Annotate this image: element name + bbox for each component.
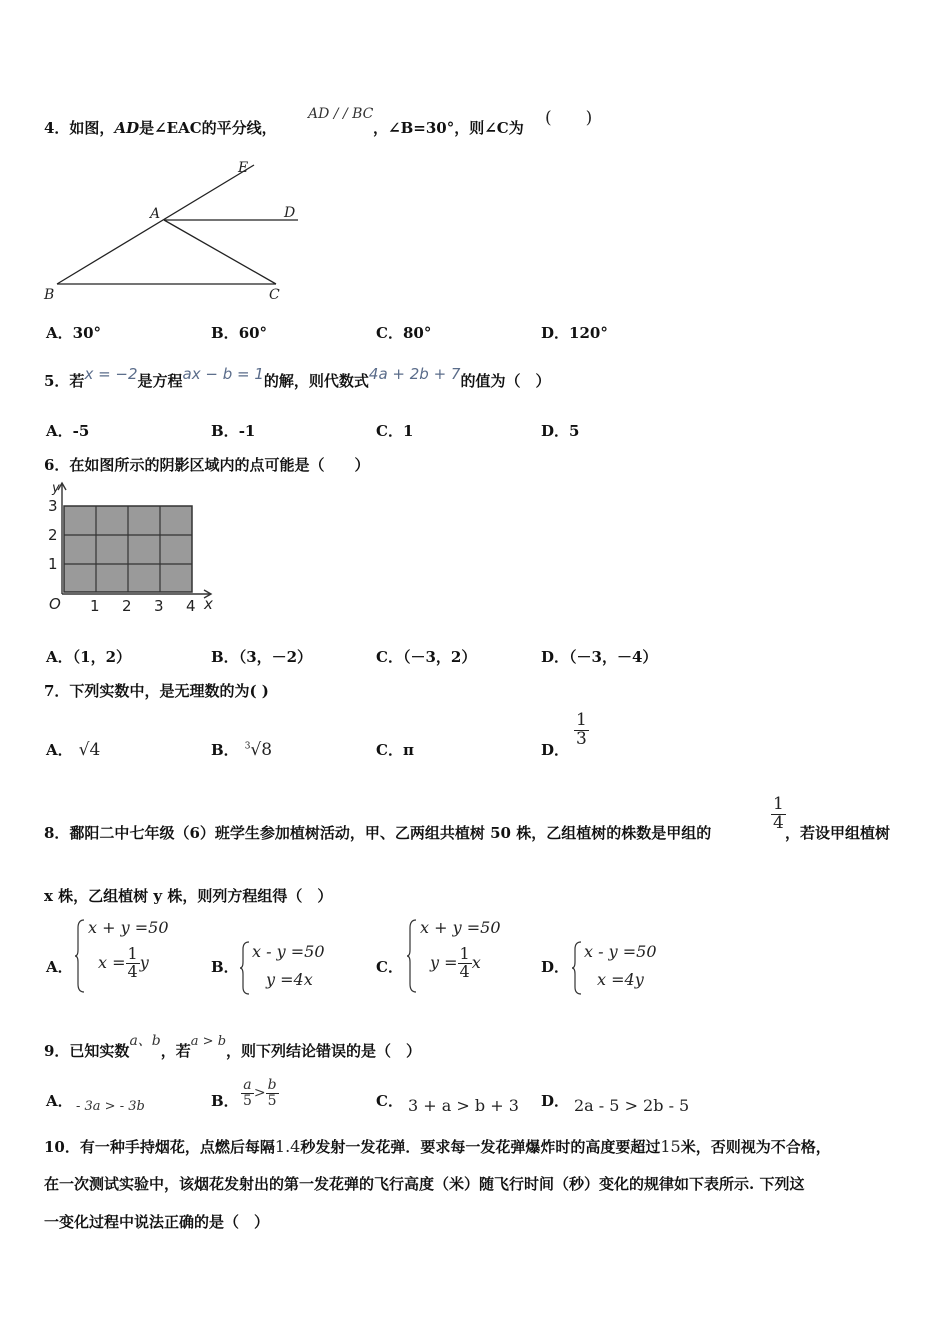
label-A: A (150, 206, 161, 222)
q4-stem-tail: ，∠B=30°，则∠C为 (373, 119, 524, 137)
q8-a-eq2: x = $\frac{1}{4}$ y (98, 944, 149, 981)
q8-b-eq2: y =4x (266, 970, 313, 989)
brace-a (74, 918, 86, 994)
cube-root-8-expr: $^3$√8 (244, 740, 273, 760)
q8-stem-line1: 8．鄱阳二中七年级（6）班学生参加植树活动，甲、乙两组共植树 50 株，乙组植树的株数是甲组的 (44, 824, 712, 842)
label-C: C (269, 287, 280, 303)
q4-option-b[interactable]: B．60° (211, 324, 268, 342)
q9-b-expr: $\frac{a}{5}$ > $\frac{b}{5}$ (243, 1077, 277, 1109)
q9-d-expr: 2a - 5 > 2b - 5 (574, 1096, 690, 1115)
q9-condition: a > b (190, 1034, 227, 1049)
q8-a-eq1: x + y =50 (88, 918, 169, 937)
x-tick-4: 4 (186, 597, 196, 615)
q4-option-d[interactable]: D．120° (541, 324, 608, 342)
q4-triangle-figure (40, 155, 310, 305)
q8-b-eq1: x - y =50 (252, 942, 325, 961)
q8-option-a[interactable]: A． (46, 958, 73, 976)
q4-parallel-expr: AD / / BC (308, 106, 374, 122)
q5-option-a[interactable]: A．-5 (46, 422, 90, 440)
q8-option-d[interactable]: D． (541, 958, 570, 976)
q8-c-eq1: x + y =50 (420, 918, 501, 937)
q8-stem-line2: x 株，乙组植树 y 株，则列方程组得（ ） (44, 887, 333, 905)
q9-a-expr: - 3a > - 3b (76, 1099, 145, 1114)
q7-option-b[interactable]: B． $^3$√8 (211, 740, 273, 760)
origin-label: O (49, 595, 61, 613)
q8-option-b[interactable]: B． (211, 958, 239, 976)
line-AC (164, 220, 276, 284)
q10-line1: 10．有一种手持烟花，点燃后每隔1.4秒发射一发花弹．要求每一发花弹爆炸时的高度要超过15米，否则视为不合格， (44, 1137, 831, 1156)
q9-vars: a、b (129, 1033, 161, 1049)
q9-stem: 9．已知实数a、b，若a > b，则下列结论错误的是（ ） (44, 1033, 422, 1060)
q6-option-c[interactable]: C．（－3，2） (376, 648, 477, 666)
x-axis-label: x (204, 595, 213, 613)
y-tick-2: 2 (48, 526, 58, 544)
sqrt-4-expr: √4 (78, 740, 101, 760)
q4-option-a[interactable]: A．30° (46, 324, 102, 342)
brace-c (406, 918, 418, 994)
line-BE (57, 165, 254, 284)
q5-eq-equation: ax − b = 1 (182, 365, 264, 383)
brace-b (239, 940, 251, 996)
q8-fraction-quarter: $\frac{1}{4}$ (773, 794, 784, 833)
q8-option-c[interactable]: C． (376, 958, 403, 976)
q7-option-a[interactable]: A． √4 (46, 740, 101, 760)
q5-stem: 5．若x = −2是方程ax − b = 1的解，则代数式4a + 2b + 7的值为（ ） (44, 365, 551, 390)
brace-d (571, 940, 583, 996)
q9-option-b[interactable]: B． (211, 1092, 239, 1110)
fraction-one-third: $\frac{1}{3}$ (576, 710, 587, 749)
x-tick-1: 1 (90, 597, 100, 615)
q5-option-b[interactable]: B．-1 (211, 422, 256, 440)
q10-height: 15 (660, 1137, 681, 1156)
y-tick-1: 1 (48, 555, 58, 573)
x-tick-3: 3 (154, 597, 164, 615)
label-D: D (284, 205, 296, 221)
q6-grid-figure (42, 478, 222, 618)
q8-stem-line1-tail: ，若设甲组植树 (785, 824, 891, 842)
q7-stem: 7．下列实数中，是无理数的为( ) (44, 682, 269, 700)
q6-option-b[interactable]: B．（3，－2） (211, 648, 313, 666)
label-E: E (238, 160, 249, 176)
q5-eq-expression: 4a + 2b + 7 (368, 365, 461, 383)
label-B: B (44, 287, 55, 303)
q10-line2: 在一次测试实验中，该烟花发射出的第一发花弹的飞行高度（米）随飞行时间（秒）变化的规律如下表所示. 下列这 (44, 1175, 805, 1193)
q8-c-eq2: y = $\frac{1}{4}$ x (430, 944, 481, 981)
q9-option-a[interactable]: A． (46, 1092, 73, 1110)
q7-option-c[interactable]: C．π (376, 741, 414, 759)
q4-answer-paren: ( ) (545, 108, 593, 128)
q8-d-eq1: x - y =50 (584, 942, 657, 961)
q6-option-a[interactable]: A．（1，2） (46, 648, 132, 666)
x-tick-2: 2 (122, 597, 132, 615)
q4-stem: 4．如图，AD是∠EAC的平分线， (44, 119, 277, 137)
q6-stem: 6．在如图所示的阴影区域内的点可能是（ ） (44, 456, 370, 474)
q9-option-d[interactable]: D． (541, 1092, 570, 1110)
q10-line3: 一变化过程中说法正确的是（ ） (44, 1213, 270, 1231)
q9-c-expr: 3 + a > b + 3 (408, 1096, 519, 1115)
y-tick-3: 3 (48, 497, 58, 515)
q5-option-d[interactable]: D．5 (541, 422, 580, 440)
q9-option-c[interactable]: C． (376, 1092, 403, 1110)
q10-interval: 1.4 (274, 1137, 301, 1156)
q8-d-eq2: x =4y (597, 970, 644, 989)
q7-option-d[interactable]: D． (541, 741, 570, 759)
q4-option-c[interactable]: C．80° (376, 324, 432, 342)
q6-option-d[interactable]: D．（－3，－4） (541, 648, 658, 666)
y-axis-label: y (52, 481, 60, 496)
q5-option-c[interactable]: C．1 (376, 422, 414, 440)
q5-eq-x: x = −2 (84, 365, 138, 383)
